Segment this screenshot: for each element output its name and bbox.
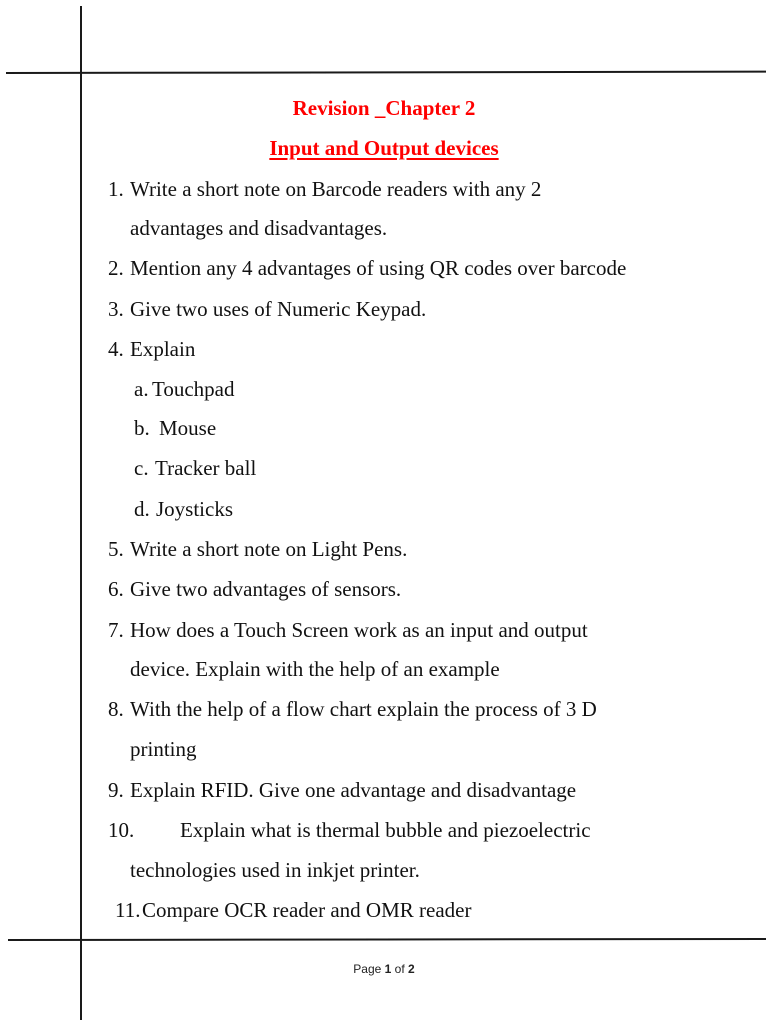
question-1	[108, 176, 541, 202]
bottom-rule	[8, 938, 766, 941]
question-4	[108, 336, 195, 362]
of-word: of	[394, 962, 405, 976]
subitem-letter: b.	[134, 416, 150, 440]
question-2	[108, 255, 626, 281]
question-number: 1.	[108, 177, 124, 201]
question-text: Compare OCR reader and OMR reader	[142, 898, 472, 922]
subitem-b	[134, 415, 216, 441]
top-rule	[6, 71, 766, 74]
question-number: 10.	[108, 818, 135, 842]
question-9	[108, 777, 576, 803]
question-number: 5.	[108, 537, 124, 561]
question-6	[108, 576, 401, 602]
subitem-text: Mouse	[159, 416, 217, 440]
subitem-letter: c.	[134, 456, 149, 480]
question-text: Mention any 4 advantages of using QR codes over barcode	[130, 256, 627, 280]
question-number: 6.	[108, 577, 124, 601]
question-text: Write a short note on Light Pens.	[130, 537, 408, 561]
page-word: Page	[353, 962, 382, 976]
question-7-continuation: device. Explain with the help of an example	[130, 657, 500, 681]
subitem-text: Touchpad	[152, 377, 235, 401]
question-text: Explain what is thermal bubble and piezoelectric	[180, 818, 591, 842]
question-10	[108, 817, 591, 843]
question-11	[115, 897, 471, 923]
question-7	[108, 617, 588, 643]
page-current: 1	[384, 962, 392, 976]
question-text: With the help of a flow chart explain the process of 3 D	[130, 697, 597, 721]
question-number: 4.	[108, 337, 124, 361]
question-number: 7.	[108, 618, 124, 642]
document-subtitle: Input and Output devices	[269, 136, 499, 160]
question-number: 9.	[108, 778, 124, 802]
question-number: 3.	[108, 297, 124, 321]
page-total: 2	[408, 962, 415, 976]
subitem-c	[134, 455, 256, 481]
question-8	[108, 696, 597, 722]
document-title: Revision _Chapter 2	[292, 96, 476, 120]
question-10-continuation: technologies used in inkjet printer.	[130, 858, 420, 882]
question-text: Explain RFID. Give one advantage and disadvantage	[130, 778, 577, 802]
question-number: 2.	[108, 256, 124, 280]
question-1-continuation: advantages and disadvantages.	[130, 216, 388, 240]
subitem-d	[134, 496, 233, 522]
subitem-letter: a.	[134, 377, 149, 401]
subitem-letter: d.	[134, 497, 150, 521]
page-number	[0, 962, 768, 976]
subitem-text: Joysticks	[156, 497, 234, 521]
question-text: Write a short note on Barcode readers with any 2	[130, 177, 542, 201]
question-text: Give two uses of Numeric Keypad.	[130, 297, 427, 321]
subitem-text: Tracker ball	[155, 456, 257, 480]
question-text: Explain	[130, 337, 196, 361]
question-8-continuation: printing	[130, 737, 197, 761]
question-number: 8.	[108, 697, 124, 721]
subitem-a	[134, 376, 235, 402]
question-5	[108, 536, 407, 562]
question-text: Give two advantages of sensors.	[130, 577, 402, 601]
question-3	[108, 296, 426, 322]
question-text: How does a Touch Screen work as an input and output	[130, 618, 588, 642]
question-number: 11.	[115, 898, 141, 922]
